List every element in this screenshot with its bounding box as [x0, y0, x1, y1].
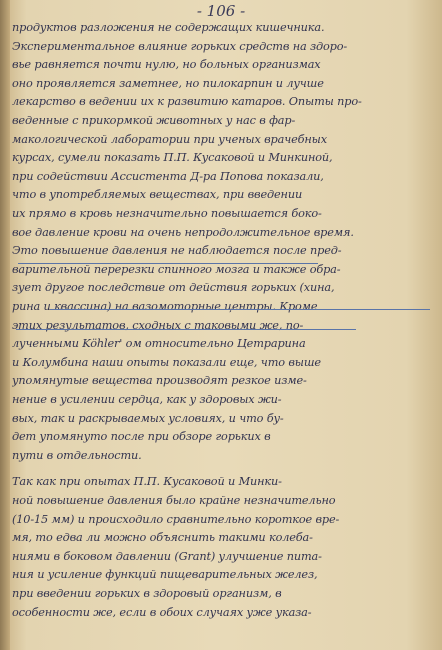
- text-line: продуктов разложения не содержащих кишечника.: [12, 21, 325, 34]
- text-line: их прямо в кровь незначительно повышается боко-: [12, 207, 322, 220]
- text-line: веденные с прикормкой животных у нас в фар-: [12, 114, 296, 127]
- text-line: (10-15 мм) и происходило сравнительно короткое вре-: [12, 512, 340, 526]
- text-line: пути в отдельности.: [12, 448, 142, 462]
- text-line: мя, то едва ли можно объяснить такими колеба-: [12, 531, 313, 545]
- text-line: зует другое последствие от действия горьких (хина,: [12, 281, 335, 295]
- blue-underline: [16, 329, 356, 330]
- text-line: вье равняется почти нулю, но больных организмах: [12, 58, 321, 72]
- blue-underline: [50, 309, 430, 310]
- text-line: Так как при опытах П.П. Кусаковой и Минки-: [12, 475, 282, 489]
- text-line: особенности же, если в обоих случаях уже указа-: [12, 605, 312, 619]
- text-line: при содействии Ассистента Д-ра Попова показали,: [12, 169, 324, 183]
- book-spine-edge: [0, 0, 10, 650]
- text-line: ния и усиление функций пищеварительных желез,: [12, 568, 318, 582]
- text-line: дет упомянуто после при обзоре горьких в: [12, 430, 271, 444]
- text-line: ной повышение давления было крайне незначительно: [12, 494, 336, 507]
- text-line: Экспериментальное влияние горьких средств на здоро-: [12, 39, 348, 53]
- text-line: лученными Köhler' ом относительно Цетрарина: [12, 337, 306, 351]
- text-line: вых, так и раскрываемых условиях, и что бу-: [12, 411, 284, 425]
- text-line: нение в усилении сердца, как у здоровых жи-: [12, 393, 282, 406]
- text-line: варительной перерезки спинного мозга и также обра-: [12, 262, 341, 276]
- text-line: ниями в боковом давлении (Grant) улучшение пита-: [12, 549, 322, 563]
- text-line: упомянутые вещества производят резкое изме-: [12, 374, 307, 388]
- blue-underline: [18, 263, 318, 264]
- text-line: рина и квассина) на вазомоторные центры. Кроме: [12, 300, 318, 313]
- text-line: курсах, сумели показать П.П. Кусаковой и Минкиной,: [12, 151, 333, 165]
- text-line: и Колумбина наши опыты показали еще, что выше: [12, 355, 321, 369]
- text-line: макологической лаборатории при ученых врачебных: [12, 132, 327, 146]
- text-line: лекарство в ведении их к развитию катаров. Опыты про-: [12, 95, 362, 109]
- page-number: - 106 -: [196, 2, 246, 20]
- text-line: этих результатов, сходных с таковыми же, по-: [12, 318, 304, 332]
- text-line: Это повышение давления не наблюдается после пред-: [12, 244, 342, 258]
- text-line: вое давление крови на очень непродолжительное время.: [12, 225, 354, 239]
- text-line: оно проявляется заметнее, но пилокарпин и лучше: [12, 76, 324, 90]
- text-line: что в употребляемых веществах, при введении: [12, 188, 303, 202]
- text-line: при введении горьких в здоровый организм, в: [12, 587, 282, 600]
